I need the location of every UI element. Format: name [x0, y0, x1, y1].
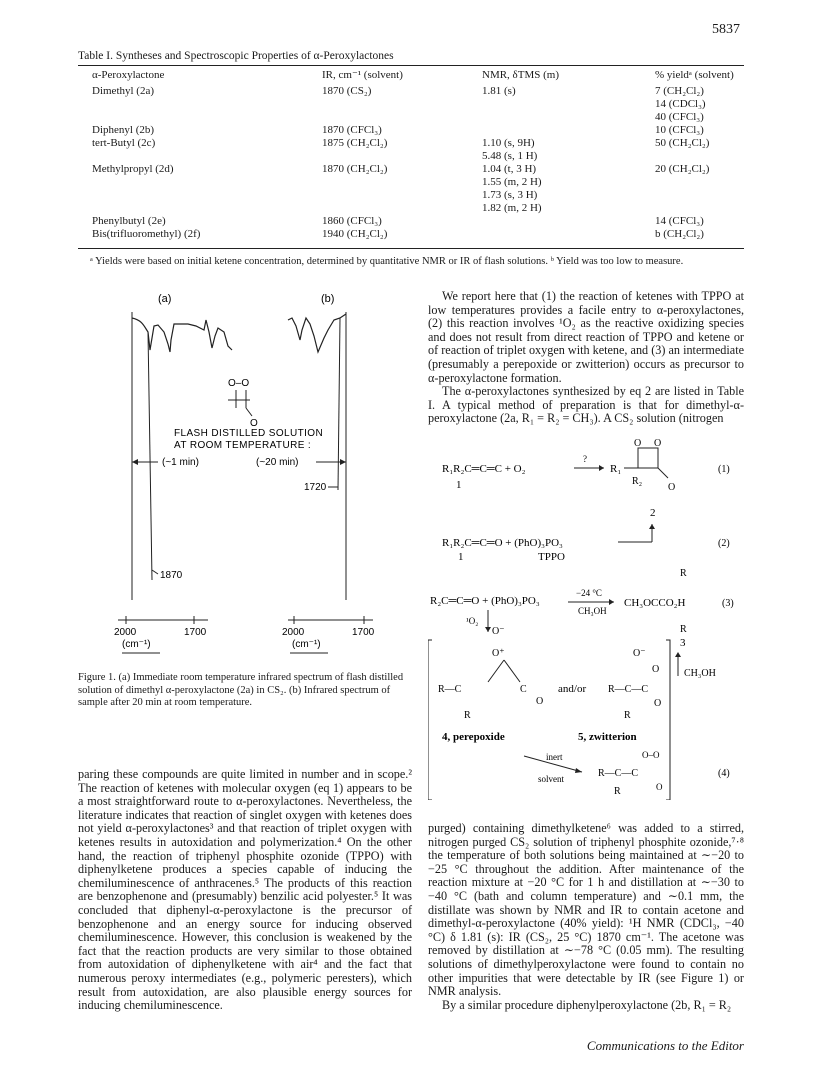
table-top-rule	[78, 65, 744, 66]
eq1-number: (1)	[718, 464, 730, 475]
eq3-cond1: −24 °C	[576, 588, 602, 598]
paragraph: purged) containing dimethylketene⁶ was added to a stirred, nitrogen purged CS₂ solution of triphenyl phosphite ozonide,⁷·⁸ the temperature of both solutions being maintained at ∼−20 to −25 °C throughout the addition. After maintenance of the reaction mixture at −20 °C for 1 h and distillation at ∼−30 to −40 °C (bath and column temperature) and ∼0.1 mm, the distillate was shown by NMR and IR to contain acetone and dimethyl-α-peroxylactone (40% yield): ¹H NMR (CDCl₃, −40 °C) δ 1.81 (s): IR (CS₂, 25 °C) 1870 cm⁻¹. The acetone was removed by distillation at ∼−78 °C (0.05 mm). The resulting solutions of dimethylperoxylactone were found to contain no other impurities that were detectable by IR (see Figure 1) or NMR analysis.	[428, 821, 744, 999]
perepoxide-r2: R	[464, 710, 471, 721]
eq3-r-bottom: R	[680, 624, 687, 635]
table-cell	[482, 137, 627, 163]
table-cell: 1875 (CH₂Cl₂)	[322, 137, 388, 149]
table-cell: Bis(trifluoromethyl) (2f)	[92, 228, 201, 240]
product-label: 2	[650, 507, 656, 519]
paragraph: By a similar procedure diphenylperoxylactone (2b, R₁ = R₂	[442, 997, 732, 1012]
table-cell: 1870 (CS₂)	[322, 85, 372, 97]
table-cell	[627, 215, 744, 228]
left-column-bottom	[78, 768, 412, 1013]
and-or: and/or	[558, 683, 587, 695]
label-3: 3	[680, 637, 686, 649]
eq4-o: O	[656, 782, 663, 792]
table-cell-line: 1.81 (s)	[482, 85, 516, 97]
right-column-top	[428, 290, 744, 426]
ring-r2: R₂	[632, 476, 643, 487]
table-cell	[482, 124, 627, 137]
time-a: (~1 min)	[162, 457, 199, 468]
bracket-left	[428, 640, 432, 800]
table-cell-line: 1.10 (s, 9H)	[482, 137, 535, 149]
table-cell	[627, 228, 744, 241]
table-cell-line: 7 (CH₂Cl₂)	[655, 85, 704, 97]
time-b: (~20 min)	[256, 457, 299, 468]
eq3-rhs: CH₃OCCO₂H	[624, 597, 686, 609]
table-row	[78, 215, 744, 228]
ring-o: O	[634, 438, 642, 449]
eq2-lhs: R₁R₂C═C═O + (PhO)₃PO₃	[442, 537, 563, 549]
eq4-product: R—C—C	[598, 768, 639, 779]
eq4-solvent: solvent	[538, 774, 564, 784]
peroxylactone-ring	[638, 448, 658, 468]
structure-o-label: O	[250, 418, 258, 429]
table-cell: 1870 (CFCl₃)	[322, 124, 382, 136]
table-cell-line: 5.48 (s, 1 H)	[482, 150, 538, 162]
ch3oh-arrowhead	[675, 652, 681, 657]
carbonyl-o: O	[668, 482, 676, 493]
zwitterion-o: O⁻	[633, 648, 646, 659]
table-row	[78, 228, 744, 241]
table-cell	[482, 215, 627, 228]
structure-bond	[246, 408, 252, 416]
table-cell: tert-Butyl (2c)	[92, 137, 156, 149]
journal-section: Communications to the Editor	[586, 1038, 744, 1053]
figure-label-b: (b)	[321, 293, 335, 305]
eq3-cond2: CH₃OH	[578, 606, 607, 616]
table-header-row	[78, 67, 744, 85]
perepoxide-o-minus: O⁻	[492, 626, 505, 637]
eq1-lhs: R₁R₂C═C═C + O₂	[442, 463, 526, 475]
table-cell-line: 20 (CH₂Cl₂)	[655, 163, 710, 175]
intermediate-4-r: R—C	[438, 684, 462, 695]
paragraph: We report here that (1) the reaction of ketenes with TPPO at low temperatures provides a facile entry to α-peroxylactones, (2) this reaction involves ¹O₂ as the reactive oxidizing species and does not result from direct reaction of TPPO and ketene or of reaction of triplet oxygen with ketene, and (3) an intermediate (presumably a perepoxide or zwitterion) occurs as precursor to α-peroxylactone formation.	[428, 289, 744, 385]
table-row	[78, 124, 744, 137]
eq4-arrowhead	[575, 768, 582, 773]
ir-spectrum-figure	[78, 290, 418, 660]
perepoxide-o2: O	[536, 696, 544, 707]
table-cell-line: 1.73 (s, 3 H)	[482, 189, 538, 201]
ring-o: O	[654, 438, 662, 449]
carbonyl-bond	[658, 468, 668, 478]
table-footnote: ᵃ Yields were based on initial ketene concentration, determined by quantitative NMR or IR of flash solutions. ᵇ Yield was too low to measure.	[90, 256, 684, 267]
table-bottom-rule	[78, 248, 744, 249]
table-cell: 1870 (CH₂Cl₂)	[322, 163, 388, 175]
axis-a-right-label: 1700	[184, 627, 207, 638]
table-cell-line: 40 (CFCl₃)	[655, 111, 704, 123]
equations-scheme	[428, 420, 748, 800]
table-cell: Diphenyl (2b)	[92, 124, 155, 136]
table-cell-line: 14 (CFCl₃)	[655, 215, 704, 227]
ch3oh-label: CH₃OH	[684, 668, 716, 679]
axis-b-left-label: 2000	[282, 627, 305, 638]
eq4-number: (4)	[718, 768, 730, 779]
page-number: 5837	[712, 22, 740, 37]
spectrum-b-trace	[288, 314, 346, 352]
table-cell	[627, 124, 744, 137]
eq3-lhs: R₂C═C═O + (PhO)₃PO₃	[430, 595, 540, 607]
eq1-label: 1	[456, 479, 462, 491]
eq1-arrowhead	[599, 465, 604, 471]
table-cell	[482, 228, 627, 241]
peak-a-label: 1870	[160, 570, 183, 581]
table	[78, 67, 744, 241]
table-cell-line: 1.82 (m, 2 H)	[482, 202, 542, 214]
eq4-oo: O–O	[642, 750, 660, 760]
table-cell	[482, 85, 627, 124]
table-cell: 1860 (CFCl₃)	[322, 215, 382, 227]
o2-arrowhead	[485, 627, 491, 632]
eq3-number: (3)	[722, 598, 734, 609]
eq2-up-arrowhead	[649, 524, 655, 529]
perepoxide-bond	[504, 660, 520, 682]
table-row	[78, 137, 744, 163]
eq4-inert: inert	[546, 752, 563, 762]
zwitterion-struct: R—C—C	[608, 684, 649, 695]
eq1-arrow-label: ?	[583, 454, 587, 464]
table-header: % yieldᵃ (solvent)	[655, 69, 734, 81]
table-cell: 1940 (CH₂Cl₂)	[322, 228, 388, 240]
structure-oo-label: O–O	[228, 378, 250, 389]
paragraph: The α-peroxylactones synthesized by eq 2 are listed in Table I. A typical method of preparation is that for dimethyl-α-peroxylactone (2a, R₁ = R₂ = CH₃). A CS₂ solution (nitrogen	[428, 384, 744, 426]
zwitterion-label: 5, zwitterion	[578, 731, 637, 743]
table-row	[78, 85, 744, 124]
eq3-r-top: R	[680, 568, 687, 579]
eq2-number: (2)	[718, 538, 730, 549]
eq2-label2: TPPO	[538, 551, 565, 563]
perepoxide-bond	[488, 660, 504, 682]
zwitterion-o3: O	[654, 698, 662, 709]
o2-label: ¹O₂	[466, 616, 479, 626]
table-cell-line: 14 (CDCl₃)	[655, 98, 706, 110]
table-cell: Dimethyl (2a)	[92, 85, 155, 97]
table-cell-line: b (CH₂Cl₂)	[655, 228, 704, 240]
table-caption: Table I. Syntheses and Spectroscopic Properties of α-Peroxylactones	[78, 50, 394, 62]
eq4-r: R	[614, 786, 621, 797]
table-cell	[627, 85, 744, 124]
axis-b-unit: (cm⁻¹)	[292, 639, 321, 650]
annotation-line1: FLASH DISTILLED SOLUTION	[174, 428, 324, 439]
table-header: α-Peroxylactone	[92, 69, 165, 81]
table-cell	[482, 163, 627, 215]
table-cell	[627, 137, 744, 163]
right-column-bottom	[428, 822, 744, 1012]
eq2-label1: 1	[458, 551, 464, 563]
spectrum-b-peak	[338, 318, 340, 490]
peak-b-label: 1720	[304, 482, 327, 493]
annotation-line2: AT ROOM TEMPERATURE :	[174, 440, 312, 451]
spectrum-a-trace	[132, 318, 232, 352]
zwitterion-o2: O	[652, 664, 660, 675]
arrow-a-head	[132, 459, 138, 465]
table-cell-line: 1.04 (t, 3 H)	[482, 163, 537, 175]
spectrum-a-peak	[148, 332, 152, 580]
table-header: NMR, δTMS (m)	[482, 69, 559, 81]
eq1-r1: R₁	[610, 463, 622, 475]
axis-a-left-label: 2000	[114, 627, 137, 638]
table-row	[78, 163, 744, 215]
table-cell-line: 1.55 (m, 2 H)	[482, 176, 542, 188]
table-header: IR, cm⁻¹ (solvent)	[322, 69, 403, 81]
axis-a-unit: (cm⁻¹)	[122, 639, 151, 650]
figure-label-a: (a)	[158, 293, 172, 305]
perepoxide-c: C	[520, 684, 527, 695]
eq3-arrowhead	[609, 599, 614, 605]
peak-a-leader	[152, 570, 158, 574]
table-cell: Methylpropyl (2d)	[92, 163, 174, 175]
axis-b-right-label: 1700	[352, 627, 375, 638]
table-cell-line: 50 (CH₂Cl₂)	[655, 137, 710, 149]
table-cell	[627, 163, 744, 215]
zwitterion-r: R	[624, 710, 631, 721]
perepoxide-label: 4, perepoxide	[442, 731, 505, 743]
bracket-right	[666, 640, 670, 800]
table-cell-line: 10 (CFCl₃)	[655, 124, 704, 136]
table-cell: Phenylbutyl (2e)	[92, 215, 166, 227]
arrow-b-head	[340, 459, 346, 465]
paragraph: paring these compounds are quite limited in number and in scope.² The reaction of ketenes with molecular oxygen (eq 1) appears to be a most straightforward route to α-peroxylactones. Nevertheless, the literature indicates that reaction of singlet oxygen with ketenes does not yield α-peroxylactones³ and that reaction of triplet oxygen with ketenes results in autoxidation and polymerization.⁴ On the other hand, the reaction of triphenyl phosphite ozonide (TPPO) with diphenylketene produces a species capable of inducing the chemiluminescence of anthracenes.⁵ The products of this reaction are benzophenone and (presumably) benzilic acid polyester.⁵ It was concluded that diphenyl-α-peroxylactone is the precursor of benzophenone and an energy source for inducing observed chemiluminescence. However, this conclusion is weakened by the fact that the reaction products are very similar to those obtained from autoxidation of diphenylketene with air⁴ and the fact that numerous peroxy intermediates (e.g., polymeric peresters), which result from autoxidation, are also plausible energy sources for inducing chemiluminescence.	[78, 767, 412, 1013]
figure-caption: Figure 1. (a) Immediate room temperature infrared spectrum of flash distilled solution of dimethyl α-peroxylactone (2a) in CS₂. (b) Infrared spectrum of sample after 20 min at room temperature.	[78, 672, 404, 708]
perepoxide-o: O⁺	[492, 648, 505, 659]
